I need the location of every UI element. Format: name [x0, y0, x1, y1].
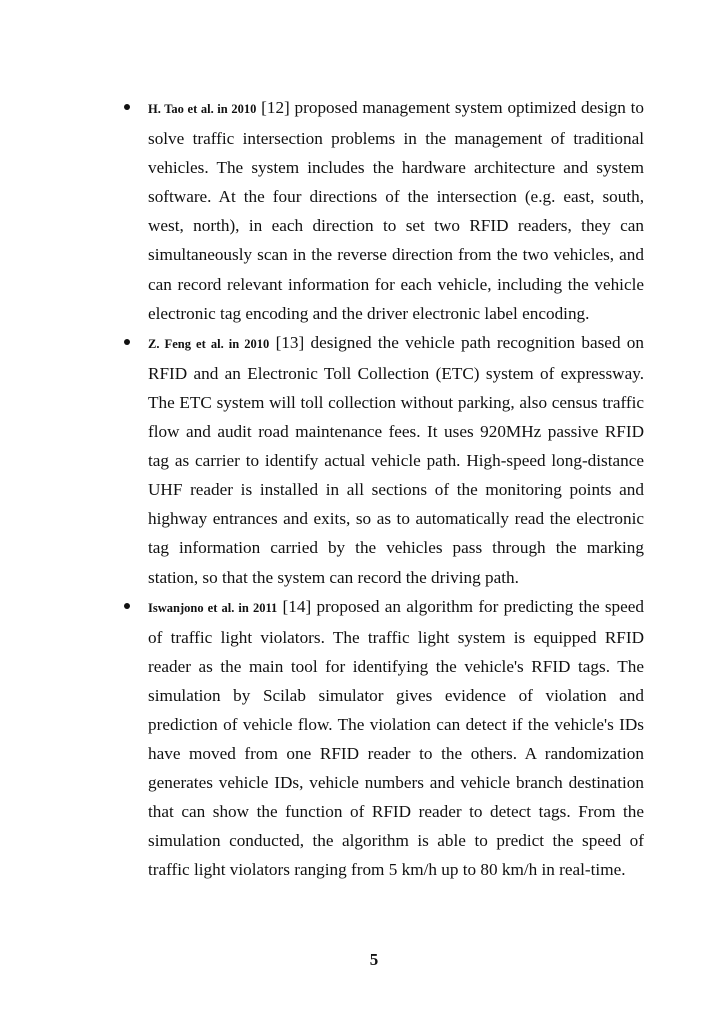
bullet-icon: [124, 328, 136, 357]
citation-author: Iswanjono et al. in 2011: [148, 600, 278, 615]
citation-text: [13] designed the vehicle path recognition based on RFID and an Electronic Toll Collection (ETC) system of expressway. The ETC system will toll collection without parking, also census traffic flow and audit road maintenance fees. It uses 920MHz passive RFID tag as carrier to identify actual vehicle path. High-speed long-distance UHF reader is installed in all sections of the monitoring points and highway entrances and exits, so as to automatically read the electronic tag information carried by the vehicles pass through the marking station, so that the system can record the driving path.: [148, 332, 644, 587]
citation-author: H. Tao et al. in 2010: [148, 102, 257, 116]
literature-bullet-list: [122, 93, 644, 885]
list-item: [122, 592, 644, 885]
citation-author: Z. Feng et al. in 2010: [148, 336, 270, 351]
citation-text: [14] proposed an algorithm for predicting the speed of traffic light violators. The traffic light system is equipped RFID reader as the main tool for identifying the vehicle's RFID tags. The simulation by Scilab simulator gives evidence of violation and prediction of vehicle flow. The violation can detect if the vehicle's IDs have moved from one RFID reader to the others. A randomization generates vehicle IDs, vehicle numbers and vehicle branch destination that can show the function of RFID reader to detect tags. From the simulation conducted, the algorithm is able to predict the speed of traffic light violators ranging from 5 km/h up to 80 km/h in real-time.: [148, 596, 644, 880]
bullet-icon: [124, 93, 136, 122]
bullet-icon: [124, 592, 136, 621]
list-item: [122, 93, 644, 328]
citation-text: [12] proposed management system optimized design to solve traffic intersection problems in the management of traditional vehicles. The system includes the hardware architecture and system software. At the four directions of the intersection (e.g. east, south, west, north), in each direction to set two RFID readers, they can simultaneously scan in the reverse direction from the two vehicles, and can record relevant information for each vehicle, including the vehicle electronic tag encoding and the driver electronic label encoding.: [148, 98, 644, 323]
list-item: [122, 328, 644, 592]
page-number: 5: [369, 950, 379, 969]
